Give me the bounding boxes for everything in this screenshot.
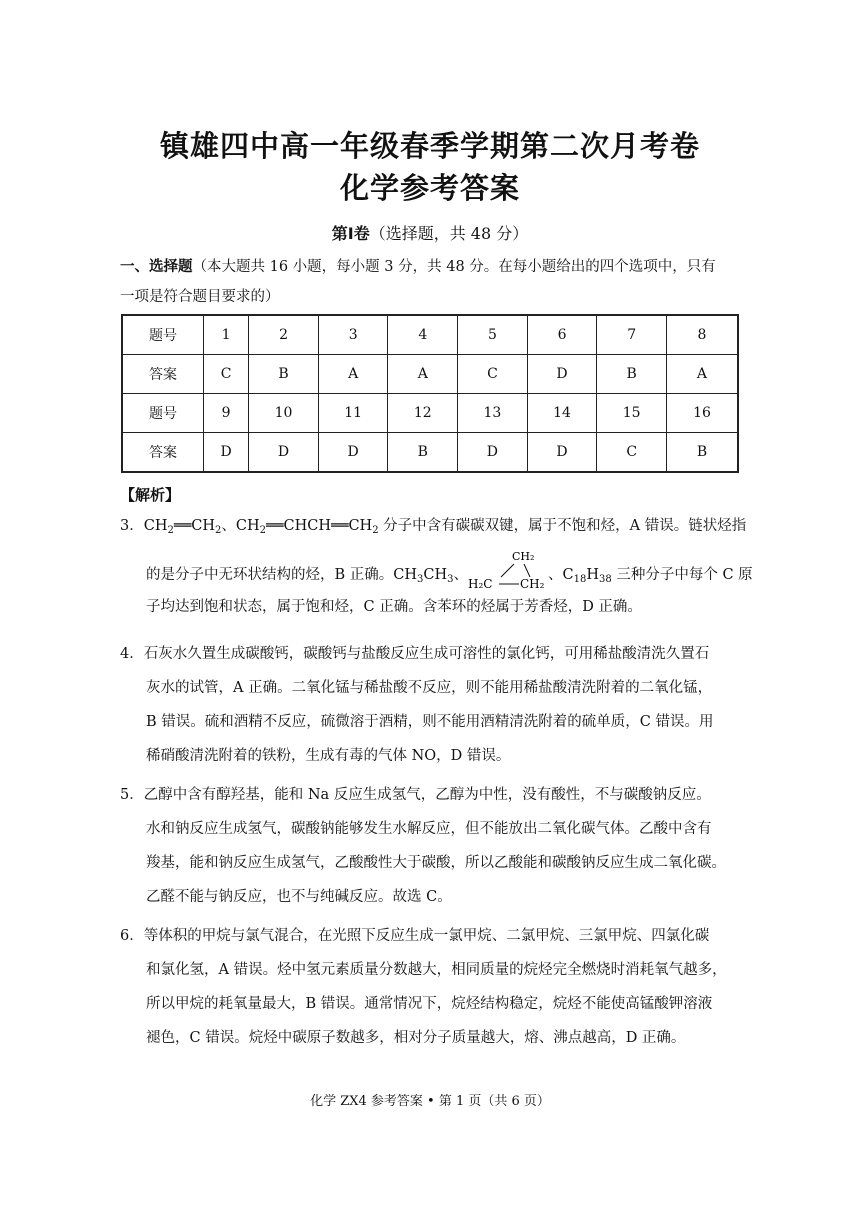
- table-cell: 10: [249, 394, 319, 433]
- q4-line: 灰水的试管，A 正确。二氧化锰与稀盐酸不反应，则不能用稀盐酸清洗附着的二氧化锰，: [146, 680, 713, 696]
- page-footer: 化学 ZX4 参考答案 • 第 1 页（共 6 页）: [310, 1094, 550, 1109]
- row-header-cell: 题号: [122, 315, 204, 355]
- row-header-cell: 答案: [122, 433, 204, 473]
- analysis-heading: 【解析】: [120, 486, 181, 504]
- table-cell: D: [527, 433, 597, 473]
- analysis-q4: [120, 637, 742, 773]
- row-header-cell: 答案: [122, 355, 204, 394]
- table-cell: A: [388, 355, 458, 394]
- analysis-q3: [120, 509, 753, 624]
- table-cell: D: [458, 433, 528, 473]
- table-cell: D: [318, 433, 388, 473]
- instructions-line2: 一项是符合题目要求的）: [120, 289, 280, 305]
- q4-line: 4．石灰水久置生成碳酸钙，碳酸钙与盐酸反应生成可溶性的氯化钙，可用稀盐酸清洗久置石: [120, 646, 710, 662]
- table-cell: A: [318, 355, 388, 394]
- table-cell: 4: [388, 315, 458, 355]
- table-cell: 16: [666, 394, 738, 433]
- instructions-line1: （本大题共 16 小题，每小题 3 分，共 48 分。在每小题给出的四个选项中，只有: [192, 259, 716, 275]
- table-cell: 9: [204, 394, 249, 433]
- table-cell: 13: [458, 394, 528, 433]
- instructions: [120, 252, 742, 312]
- table-cell: 11: [318, 394, 388, 433]
- cyclopropane-structure: [468, 548, 548, 591]
- table-cell: D: [204, 433, 249, 473]
- table-row: [122, 355, 738, 394]
- analysis-q5: [120, 778, 742, 914]
- q3-line3: 子均达到饱和状态，属于饱和烃，C 正确。含苯环的烃属于芳香烃，D 正确。: [146, 599, 642, 615]
- q3-line1: 3．$CH_2══CH_2$、$CH_2══CHCH══CH_2$ 分子中含有碳碳双键，属于不饱和烃，A 错误。链状烃指: [120, 518, 747, 536]
- instructions-bold: 一、选择题: [120, 259, 193, 275]
- q3-line2-part2: 、$C_{18}H_{38}$ 三种分子中每个 C 原: [548, 567, 753, 585]
- table-cell: A: [666, 355, 738, 394]
- table-cell: 12: [388, 394, 458, 433]
- table-cell: 14: [527, 394, 597, 433]
- table-cell: C: [458, 355, 528, 394]
- table-cell: 15: [597, 394, 667, 433]
- table-cell: B: [666, 433, 738, 473]
- q3-line2-part1: 的是分子中无环状结构的烃，B 正确。$CH_3CH_3$、: [146, 567, 469, 585]
- section-title: [0, 221, 860, 244]
- document-title: 镇雄四中高一年级春季学期第二次月考卷: [159, 129, 700, 163]
- table-cell: 3: [318, 315, 388, 355]
- q4-line: 稀硝酸清洗附着的铁粉，生成有毒的气体 NO，D 错误。: [146, 748, 511, 764]
- q6-line: 褪色，C 错误。烷烃中碳原子数越多，相对分子质量越大，熔、沸点越高，D 正确。: [146, 1030, 686, 1046]
- table-cell: 1: [204, 315, 249, 355]
- table-cell: D: [249, 433, 319, 473]
- table-cell: 7: [597, 315, 667, 355]
- table-cell: B: [388, 433, 458, 473]
- struct-right-label: CH₂: [520, 577, 545, 591]
- q5-line: 乙醛不能与钠反应，也不与纯碱反应。故选 C。: [146, 889, 452, 905]
- row-header-cell: 题号: [122, 394, 204, 433]
- q4-line: B 错误。硫和酒精不反应，硫微溶于酒精，则不能用酒精清洗附着的硫单质，C 错误。用: [146, 714, 714, 730]
- table-cell: 5: [458, 315, 528, 355]
- q6-line: 所以甲烷的耗氧量最大，B 错误。通常情况下，烷烃结构稳定，烷烃不能使高锰酸钾溶液: [146, 996, 713, 1012]
- table-cell: C: [204, 355, 249, 394]
- table-cell: 2: [249, 315, 319, 355]
- q3-line2: [120, 548, 753, 591]
- table-row: [122, 315, 738, 355]
- table-row: [122, 433, 738, 473]
- table-cell: B: [249, 355, 319, 394]
- q5-line: 水和钠反应生成氢气，碳酸钠能够发生水解反应，但不能放出二氧化碳气体。乙酸中含有: [146, 821, 712, 837]
- struct-top-label: CH₂: [512, 550, 535, 563]
- q5-line: 羧基，能和钠反应生成氢气，乙酸酸性大于碳酸，所以乙酸能和碳酸钠反应生成二氧化碳。: [146, 855, 726, 871]
- analysis-q6: [120, 919, 742, 1055]
- section-title-rest: （选择题，共 48 分）: [369, 224, 529, 243]
- document-subtitle: 化学参考答案: [339, 171, 520, 205]
- q5-line: 5．乙醇中含有醇羟基，能和 Na 反应生成氢气，乙醇为中性，没有酸性，不与碳酸钠反应。: [120, 787, 711, 803]
- table-cell: 6: [527, 315, 597, 355]
- table-cell: 8: [666, 315, 738, 355]
- q6-line: 和氯化氢，A 错误。烃中氢元素质量分数越大，相同质量的烷烃完全燃烧时消耗氧气越多，: [146, 962, 727, 978]
- struct-left-label: H₂C: [468, 577, 493, 591]
- q6-line: 6．等体积的甲烷与氯气混合，在光照下反应生成一氯甲烷、二氯甲烷、三氯甲烷、四氯化碳: [120, 928, 710, 944]
- table-cell: B: [597, 355, 667, 394]
- table-cell: C: [597, 433, 667, 473]
- table-row: [122, 394, 738, 433]
- answer-table: [121, 314, 739, 473]
- table-cell: D: [527, 355, 597, 394]
- section-title-bold: 第Ⅰ卷: [331, 224, 370, 243]
